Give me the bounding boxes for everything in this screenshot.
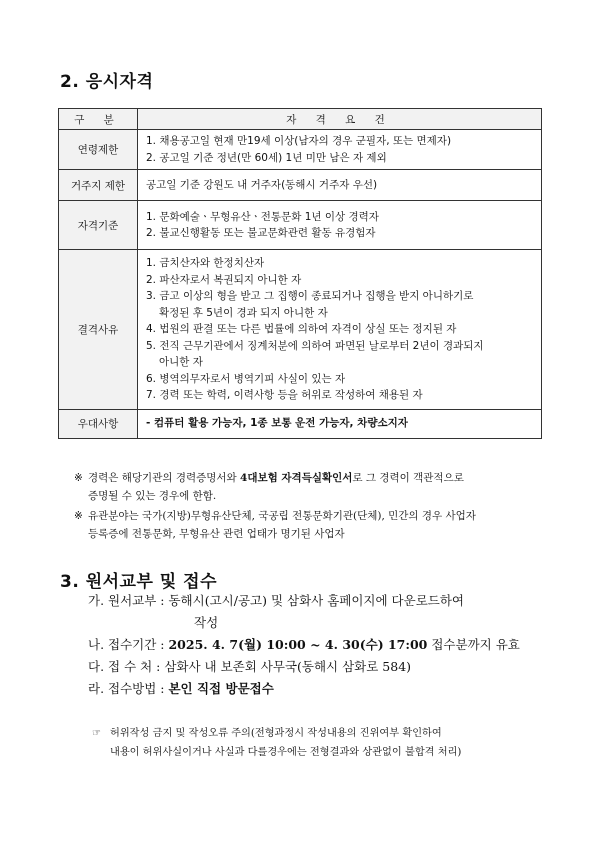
warning-continuation: 내용이 허위사실이거나 사실과 다를경우에는 전형결과와 상관없이 불합격 처리) xyxy=(110,747,462,758)
item-label: 라. 접수방법 : xyxy=(88,681,169,696)
row-value-preference xyxy=(138,409,542,438)
note-continuation: 증명될 수 있는 경우에 한함. xyxy=(88,490,217,502)
disq-line-5: 5. 전직 근무기관에서 징계처분에 의하여 파면된 날로부터 2년이 경과되지 xyxy=(146,339,484,352)
residence-line-1: 공고일 기준 강원도 내 거주자(동해시 거주자 우선) xyxy=(146,178,378,191)
disq-line-7: 7. 경력 또는 학력, 이력사항 등을 허위로 작성하여 채용된 자 xyxy=(146,389,423,401)
reference-mark-icon: ※ xyxy=(74,510,83,522)
row-label-qualification: 자격기준 xyxy=(59,201,138,250)
row-label-disqualification: 결격사유 xyxy=(59,250,138,410)
header-category: 구 분 xyxy=(59,109,138,130)
section-title-eligibility: 2. 응시자격 xyxy=(60,72,154,92)
item-value: 삼화사 내 보존회 사무국(동해시 삼화로 584) xyxy=(164,659,412,674)
section-title-application: 3. 원서교부 및 접수 xyxy=(60,572,217,592)
item-label: 가. 원서교부 : xyxy=(88,593,169,608)
preference-line-1: - 컴퓨터 활용 가능자, 1종 보통 운전 가능자, 차량소지자 xyxy=(146,417,408,430)
warning-text: 허위작성 금지 및 작성오류 주의(전형과정시 작성내용의 진위여부 확인하여 xyxy=(110,728,442,739)
table-row xyxy=(59,201,542,250)
note-line xyxy=(74,469,544,487)
table-row xyxy=(59,130,542,170)
application-item-form xyxy=(88,590,548,612)
row-label-age: 연령제한 xyxy=(59,130,138,170)
note-continuation: 등록증에 전통문화, 무형유산 관련 업태가 명기된 사업자 xyxy=(88,528,345,540)
item-value-after: 접수분까지 유효 xyxy=(427,637,520,652)
application-list xyxy=(88,590,548,700)
note-text: 유관분야는 국가(지방)무형유산단체, 국공립 전통문화기관(단체), 민간의 경우 사업자 xyxy=(88,510,476,522)
row-value-qualification xyxy=(138,201,542,250)
disq-line-6: 6. 병역의무자로서 병역기피 사실이 있는 자 xyxy=(146,372,346,385)
row-value-age xyxy=(138,130,542,170)
item-continuation: 작성 xyxy=(194,615,219,630)
eligibility-table xyxy=(58,108,542,439)
note-bold-text: 4대보험 자격득실확인서 xyxy=(240,472,353,484)
note-career-proof xyxy=(74,469,544,505)
row-value-residence xyxy=(138,170,542,201)
header-requirements: 자 격 요 건 xyxy=(138,109,542,130)
warning-note xyxy=(92,724,461,762)
item-label: 나. 접수기간 : xyxy=(88,637,169,652)
application-item-period xyxy=(88,634,548,656)
age-line-1: 1. 채용공고일 현재 만19세 이상(남자의 경우 군필자, 또는 면제자) xyxy=(146,135,452,147)
item-value: 동해시(고시/공고) 및 삼화사 홈페이지에 다운로드하여 xyxy=(168,593,464,608)
qualification-line-1: 1. 문화예술ㆍ무형유산ㆍ전통문화 1년 이상 경력자 xyxy=(146,210,379,223)
application-item-place xyxy=(88,656,548,678)
item-label: 다. 접 수 처 : xyxy=(88,659,165,674)
disq-line-3-cont: 확정된 후 5년이 경과 되지 아니한 자 xyxy=(159,306,328,319)
table-row xyxy=(59,409,542,438)
application-item-method xyxy=(88,678,548,700)
note-text: 경력은 해당기관의 경력증명서와 xyxy=(88,472,241,484)
note-line xyxy=(74,507,544,525)
row-label-residence: 거주지 제한 xyxy=(59,170,138,201)
pointing-hand-icon: ☞ xyxy=(92,728,102,739)
note-text-after: 로 그 경력이 객관적으로 xyxy=(352,472,464,484)
table-row xyxy=(59,250,542,410)
reference-mark-icon: ※ xyxy=(74,472,83,484)
table-header-row xyxy=(59,109,542,130)
warning-line xyxy=(92,724,461,743)
disq-line-4: 4. 법원의 판결 또는 다른 법률에 의하여 자격이 상실 또는 정지된 자 xyxy=(146,323,457,335)
disq-line-3: 3. 금고 이상의 형을 받고 그 집행이 종료되거나 집행을 받지 아니하기로 xyxy=(146,290,474,302)
note-related-field xyxy=(74,507,544,543)
item-value-bold: 본인 직접 방문접수 xyxy=(168,681,274,696)
age-line-2: 2. 공고일 기준 정년(만 60세) 1년 미만 남은 자 제외 xyxy=(146,151,387,164)
disq-line-1: 1. 금치산자와 한정치산자 xyxy=(146,257,265,269)
table-row xyxy=(59,170,542,201)
disq-line-2: 2. 파산자로서 복권되지 아니한 자 xyxy=(146,273,302,286)
qualification-line-2: 2. 불교신행활동 또는 불교문화관련 활동 유경험자 xyxy=(146,227,376,239)
row-value-disqualification xyxy=(138,250,542,410)
item-value-bold: 2025. 4. 7(월) 10:00 ~ 4. 30(수) 17:00 xyxy=(168,637,428,652)
row-label-preference: 우대사항 xyxy=(59,409,138,438)
disq-line-5-cont: 아니한 자 xyxy=(159,356,203,368)
